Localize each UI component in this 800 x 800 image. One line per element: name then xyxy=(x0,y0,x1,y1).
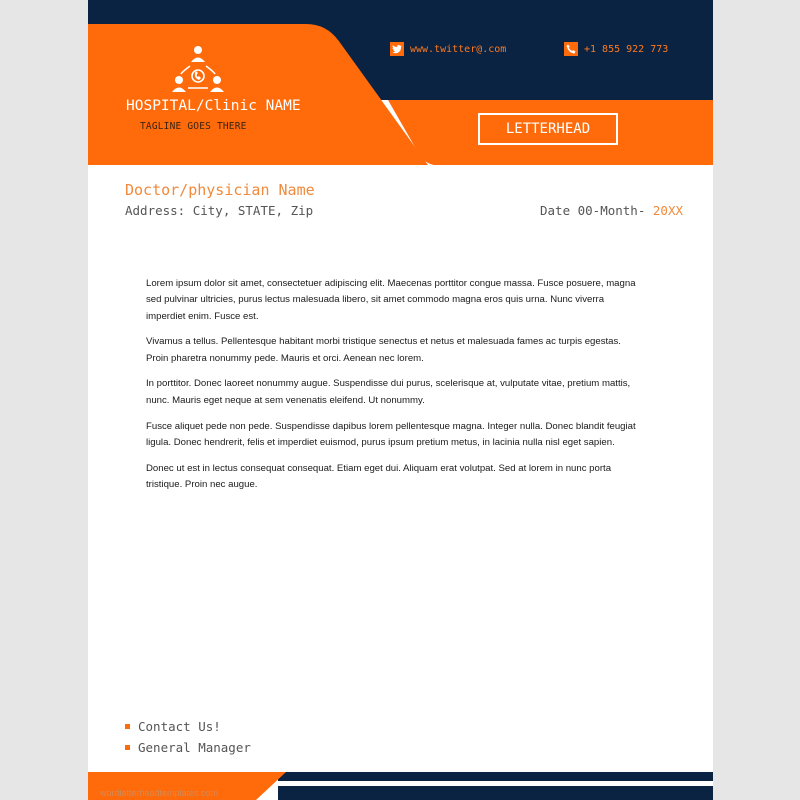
body-paragraph: Vivamus a tellus. Pellentesque habitant morbi tristique senectus et netus et malesuada fames ac turpis egestas. Proin pharetra nonummy pede. Mauris et orci. Aenean nec lorem. xyxy=(146,336,621,364)
phone-contact[interactable] xyxy=(564,42,668,56)
date-label: Date 00-Month- xyxy=(540,203,646,218)
twitter-icon xyxy=(390,42,404,56)
address: Address: City, STATE, Zip xyxy=(125,203,314,218)
letter-body xyxy=(146,276,646,503)
contact-us-text: Contact Us! xyxy=(138,719,221,734)
general-manager-line xyxy=(125,740,251,755)
phone-icon xyxy=(564,42,578,56)
body-paragraph: Lorem ipsum dolor sit amet, consectetuer adipiscing elit. Maecenas porttitor congue massa. Fusce posuere, magna sed pulvinar ultricies, purus lectus malesuada libero, sit amet commodo magna eros quis urna. Nunc viverra imperdiet enim. Fusce est. xyxy=(146,278,636,322)
tagline: TAGLINE GOES THERE xyxy=(140,121,247,132)
twitter-contact[interactable] xyxy=(390,42,506,56)
bullet-icon xyxy=(125,745,130,750)
contact-us-line xyxy=(125,719,221,734)
letterhead-badge: LETTERHEAD xyxy=(478,113,618,145)
clinic-name: HOSPITAL/Clinic NAME xyxy=(126,98,301,114)
phone-number: +1 855 922 773 xyxy=(584,43,669,55)
general-manager-text: General Manager xyxy=(138,740,251,755)
watermark-text: wordletterheadtemplates.com xyxy=(100,788,219,798)
people-network-icon xyxy=(170,42,226,98)
letterhead-page xyxy=(88,0,713,800)
bullet-icon xyxy=(125,724,130,729)
date-year: 20XX xyxy=(652,203,683,218)
body-paragraph: In porttitor. Donec laoreet nonummy augue. Suspendisse dui purus, scelerisque at, vulputate vitae, pretium mattis, nunc. Mauris eget neque at sem venenatis eleifend. Ut nonummy. xyxy=(146,378,631,406)
date xyxy=(540,203,683,218)
doctor-name: Doctor/physician Name xyxy=(125,181,315,199)
body-paragraph: Donec ut est in lectus consequat consequat. Etiam eget dui. Aliquam erat volutpat. Sed at lorem in nunc porta tristique. Proin nec augue. xyxy=(146,462,612,490)
twitter-handle: www.twitter@.com xyxy=(410,43,507,55)
body-paragraph: Fusce aliquet pede non pede. Suspendisse dapibus lorem pellentesque magna. Integer nulla. Donec blandit feugiat ligula. Donec hendrerit, felis et imperdiet euismod, purus ipsum pretium metus, in lacinia nulla nisl eget sapien. xyxy=(146,420,636,448)
